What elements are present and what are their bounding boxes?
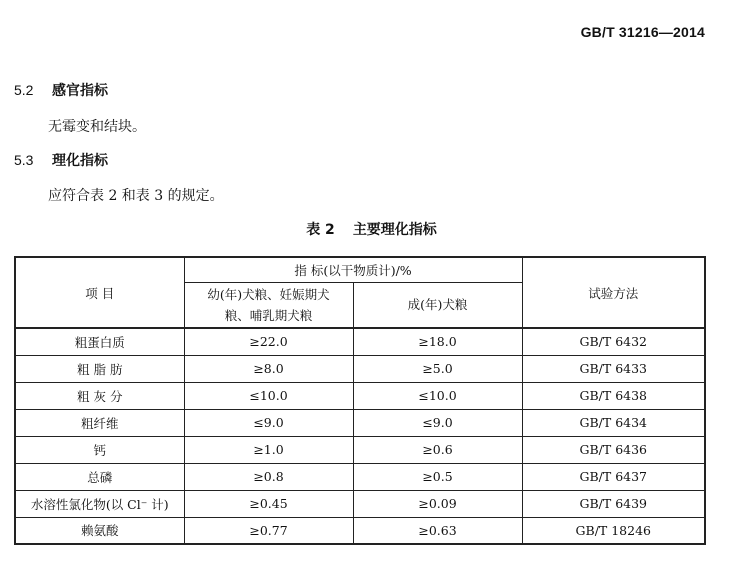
table-caption xyxy=(0,219,743,239)
header-indicator-group: 指 标(以干物质计)/% xyxy=(184,257,522,282)
cell-puppy: ≥0.77 xyxy=(184,517,353,544)
cell-puppy: ≥1.0 xyxy=(184,436,353,463)
cell-method: GB/T 6439 xyxy=(522,490,705,517)
header-item: 项 目 xyxy=(15,257,184,328)
header-adult-food: 成(年)犬粮 xyxy=(353,282,522,328)
cell-adult: ≥5.0 xyxy=(353,355,522,382)
cell-item: 粗 脂 肪 xyxy=(15,355,184,382)
indicator-table xyxy=(14,256,706,545)
section-heading-5-2 xyxy=(14,80,108,100)
cell-item: 粗纤维 xyxy=(15,409,184,436)
section-title: 理化指标 xyxy=(52,153,108,169)
section-heading-5-3 xyxy=(14,150,108,170)
cell-puppy: ≥22.0 xyxy=(184,328,353,355)
cell-item: 赖氨酸 xyxy=(15,517,184,544)
header-puppy-food-text: 幼(年)犬粮、妊娠期犬粮、哺乳期犬粮 xyxy=(207,286,330,323)
cell-adult: ≤10.0 xyxy=(353,382,522,409)
table-row xyxy=(15,328,705,355)
cell-method: GB/T 18246 xyxy=(522,517,705,544)
cell-method: GB/T 6436 xyxy=(522,436,705,463)
cell-adult: ≥18.0 xyxy=(353,328,522,355)
cell-puppy: ≤9.0 xyxy=(184,409,353,436)
header-method: 试验方法 xyxy=(522,257,705,328)
header-puppy-food xyxy=(184,282,353,328)
cell-method: GB/T 6433 xyxy=(522,355,705,382)
cell-adult: ≥0.5 xyxy=(353,463,522,490)
table-row xyxy=(15,463,705,490)
section-paragraph-5-2: 无霉变和结块。 xyxy=(48,119,146,135)
section-title: 感官指标 xyxy=(52,83,108,99)
cell-item: 粗 灰 分 xyxy=(15,382,184,409)
table-row xyxy=(15,436,705,463)
cell-puppy: ≥0.8 xyxy=(184,463,353,490)
cell-method: GB/T 6434 xyxy=(522,409,705,436)
cell-puppy: ≥0.45 xyxy=(184,490,353,517)
cell-puppy: ≥8.0 xyxy=(184,355,353,382)
section-number: 5.2 xyxy=(14,82,34,98)
table-row xyxy=(15,409,705,436)
cell-adult: ≥0.63 xyxy=(353,517,522,544)
cell-item: 水溶性氯化物(以 Cl⁻ 计) xyxy=(15,490,184,517)
cell-item: 总磷 xyxy=(15,463,184,490)
section-number: 5.3 xyxy=(14,152,34,168)
table-row xyxy=(15,517,705,544)
table-caption-label: 表 2 xyxy=(306,222,335,238)
cell-method: GB/T 6438 xyxy=(522,382,705,409)
cell-method: GB/T 6432 xyxy=(522,328,705,355)
table-row xyxy=(15,490,705,517)
cell-item: 钙 xyxy=(15,436,184,463)
cell-adult: ≤9.0 xyxy=(353,409,522,436)
cell-adult: ≥0.6 xyxy=(353,436,522,463)
table-row xyxy=(15,382,705,409)
cell-puppy: ≤10.0 xyxy=(184,382,353,409)
section-paragraph-5-3: 应符合表 2 和表 3 的规定。 xyxy=(48,188,224,204)
table-caption-title: 主要理化指标 xyxy=(352,222,437,238)
table-row xyxy=(15,355,705,382)
cell-item: 粗蛋白质 xyxy=(15,328,184,355)
cell-adult: ≥0.09 xyxy=(353,490,522,517)
standard-code: GB/T 31216—2014 xyxy=(580,24,705,40)
cell-method: GB/T 6437 xyxy=(522,463,705,490)
